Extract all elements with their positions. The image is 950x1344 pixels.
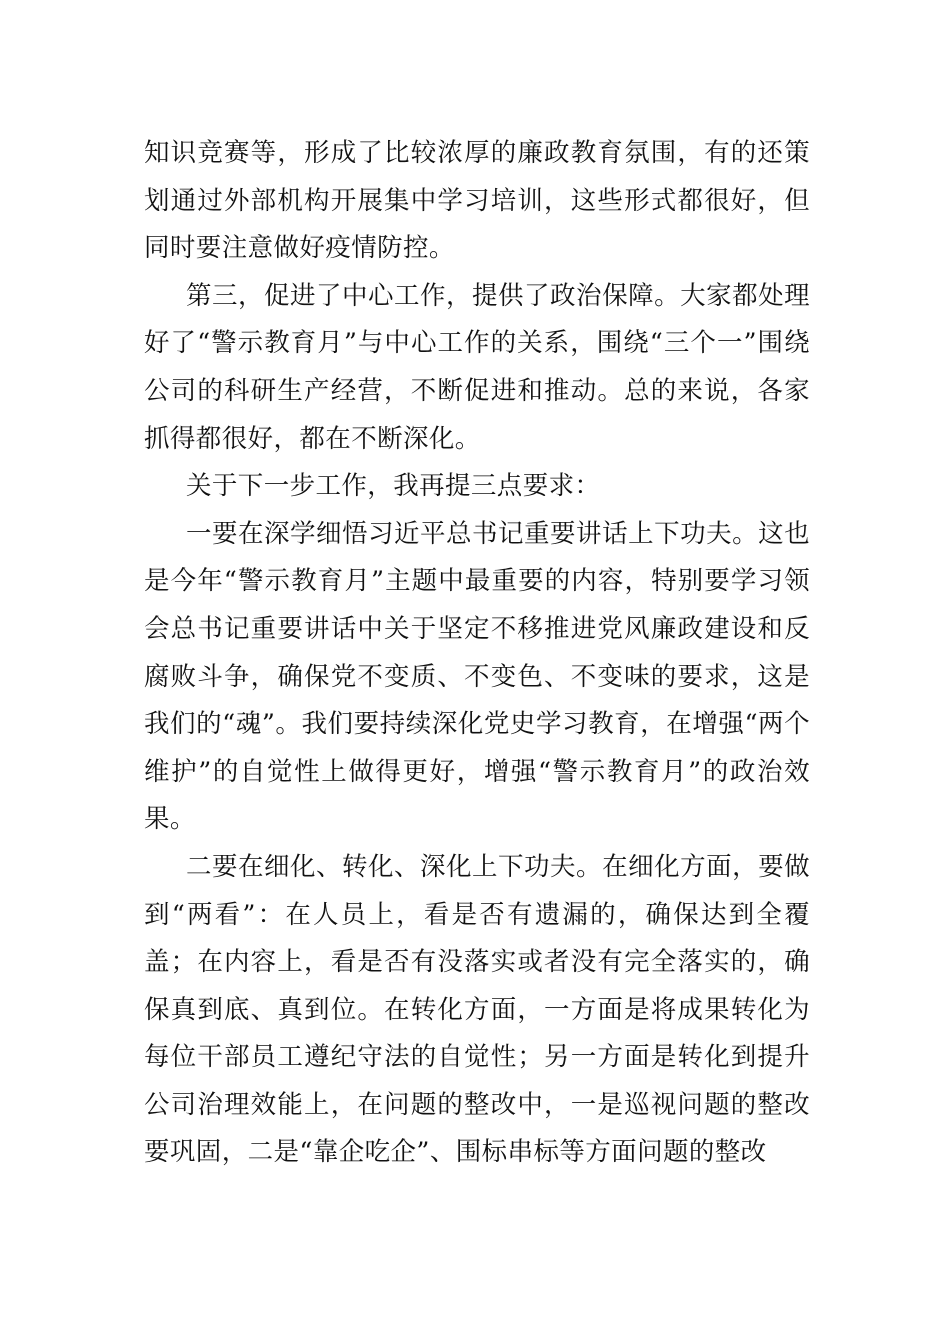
paragraph-requirement-one: 一要在深学细悟习近平总书记重要讲话上下功夫。这也是今年“警示教育月”主题中最重要的内容，特别要学习领会总书记重要讲话中关于坚定不移推进党风廉政建设和反腐败斗争，确保党不变质、不变色、不变味的要求，这是我们的“魂”。我们要持续深化党史学习教育，在增强“两个维护”的自觉性上做得更好，增强“警示教育月”的政治效果。	[144, 518, 810, 835]
document-body	[144, 130, 810, 1177]
paragraph-next-steps-intro: 关于下一步工作，我再提三点要求：	[186, 471, 601, 502]
paragraph-continuation: 知识竞赛等，形成了比较浓厚的廉政教育氛围，有的还策划通过外部机构开展集中学习培训，这些形式都很好，但同时要注意做好疫情防控。	[144, 138, 810, 264]
paragraph-requirement-two: 二要在细化、转化、深化上下功夫。在细化方面，要做到“两看”：在人员上，看是否有遗漏的，确保达到全覆盖；在内容上，看是否有没落实或者没有完全落实的，确保真到底、真到位。在转化方面，一方面是将成果转化为每位干部员工遵纪守法的自觉性；另一方面是转化到提升公司治理效能上，在问题的整改中，一是巡视问题的整改要巩固，二是“靠企吃企”、围标串标等方面问题的整改	[144, 851, 810, 1168]
paragraph-third-point: 第三，促进了中心工作，提供了政治保障。大家都处理好了“警示教育月”与中心工作的关系，围绕“三个一”围绕公司的科研生产经营，不断促进和推动。总的来说，各家抓得都很好，都在不断深化。	[144, 280, 810, 454]
